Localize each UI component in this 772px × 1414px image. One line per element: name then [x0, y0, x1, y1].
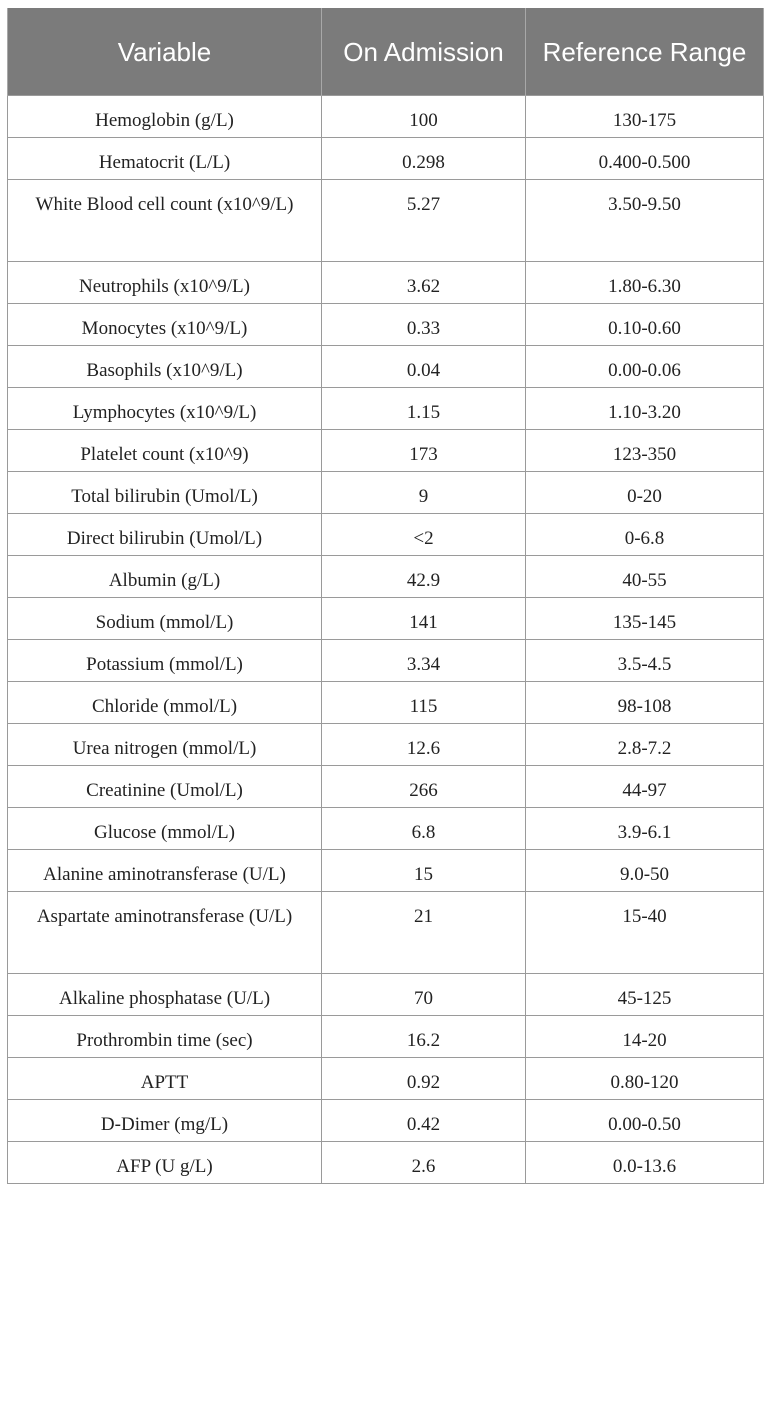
header-variable: Variable	[8, 8, 322, 96]
cell-reference-range: 1.80-6.30	[526, 262, 764, 304]
cell-on-admission: 12.6	[322, 724, 526, 766]
cell-on-admission: 6.8	[322, 808, 526, 850]
cell-variable: D-Dimer (mg/L)	[8, 1100, 322, 1142]
table-row	[8, 598, 764, 640]
cell-variable: Urea nitrogen (mmol/L)	[8, 724, 322, 766]
cell-reference-range: 0-20	[526, 472, 764, 514]
cell-variable: Chloride (mmol/L)	[8, 682, 322, 724]
cell-on-admission: 0.298	[322, 138, 526, 180]
cell-on-admission: 0.92	[322, 1058, 526, 1100]
table-row	[8, 304, 764, 346]
cell-reference-range: 0-6.8	[526, 514, 764, 556]
cell-on-admission: 100	[322, 96, 526, 138]
table-row	[8, 1016, 764, 1058]
cell-on-admission: 173	[322, 430, 526, 472]
table-row	[8, 96, 764, 138]
cell-reference-range: 98-108	[526, 682, 764, 724]
cell-variable: Basophils (x10^9/L)	[8, 346, 322, 388]
cell-reference-range: 0.00-0.06	[526, 346, 764, 388]
cell-reference-range: 123-350	[526, 430, 764, 472]
cell-variable: Alkaline phosphatase (U/L)	[8, 974, 322, 1016]
table-row	[8, 682, 764, 724]
cell-on-admission: 115	[322, 682, 526, 724]
cell-variable: Platelet count (x10^9)	[8, 430, 322, 472]
cell-variable: Direct bilirubin (Umol/L)	[8, 514, 322, 556]
cell-variable: Alanine aminotransferase (U/L)	[8, 850, 322, 892]
cell-on-admission: 42.9	[322, 556, 526, 598]
table-row	[8, 514, 764, 556]
cell-on-admission: 266	[322, 766, 526, 808]
cell-reference-range: 0.80-120	[526, 1058, 764, 1100]
cell-on-admission: 3.34	[322, 640, 526, 682]
table-row	[8, 892, 764, 974]
header-row	[8, 8, 764, 96]
cell-on-admission: 70	[322, 974, 526, 1016]
cell-reference-range: 45-125	[526, 974, 764, 1016]
cell-variable: AFP (U g/L)	[8, 1142, 322, 1184]
table-row	[8, 1058, 764, 1100]
cell-reference-range: 0.00-0.50	[526, 1100, 764, 1142]
table-row	[8, 430, 764, 472]
cell-reference-range: 135-145	[526, 598, 764, 640]
cell-reference-range: 1.10-3.20	[526, 388, 764, 430]
cell-reference-range: 2.8-7.2	[526, 724, 764, 766]
cell-on-admission: 21	[322, 892, 526, 974]
cell-on-admission: 0.42	[322, 1100, 526, 1142]
cell-variable: Potassium (mmol/L)	[8, 640, 322, 682]
cell-variable: Monocytes (x10^9/L)	[8, 304, 322, 346]
cell-variable: Total bilirubin (Umol/L)	[8, 472, 322, 514]
cell-variable: Hemoglobin (g/L)	[8, 96, 322, 138]
cell-on-admission: <2	[322, 514, 526, 556]
table-row	[8, 138, 764, 180]
cell-variable: Hematocrit (L/L)	[8, 138, 322, 180]
header-on-admission: On Admission	[322, 8, 526, 96]
cell-on-admission: 5.27	[322, 180, 526, 262]
cell-reference-range: 14-20	[526, 1016, 764, 1058]
cell-variable: Prothrombin time (sec)	[8, 1016, 322, 1058]
cell-reference-range: 3.50-9.50	[526, 180, 764, 262]
cell-variable: Creatinine (Umol/L)	[8, 766, 322, 808]
cell-reference-range: 9.0-50	[526, 850, 764, 892]
lab-results-table	[7, 8, 764, 1184]
cell-on-admission: 16.2	[322, 1016, 526, 1058]
cell-reference-range: 3.9-6.1	[526, 808, 764, 850]
cell-reference-range: 0.10-0.60	[526, 304, 764, 346]
table-row	[8, 766, 764, 808]
table-row	[8, 180, 764, 262]
cell-on-admission: 2.6	[322, 1142, 526, 1184]
header-reference-range: Reference Range	[526, 8, 764, 96]
table-row	[8, 640, 764, 682]
cell-on-admission: 0.33	[322, 304, 526, 346]
table-row	[8, 346, 764, 388]
table-row	[8, 1100, 764, 1142]
cell-variable: Neutrophils (x10^9/L)	[8, 262, 322, 304]
table-row	[8, 1142, 764, 1184]
cell-variable: Sodium (mmol/L)	[8, 598, 322, 640]
table-row	[8, 724, 764, 766]
cell-reference-range: 15-40	[526, 892, 764, 974]
table-row	[8, 388, 764, 430]
table-row	[8, 808, 764, 850]
cell-variable: Albumin (g/L)	[8, 556, 322, 598]
cell-on-admission: 3.62	[322, 262, 526, 304]
table-row	[8, 556, 764, 598]
cell-variable: Aspartate aminotransferase (U/L)	[8, 892, 322, 974]
cell-variable: White Blood cell count (x10^9/L)	[8, 180, 322, 262]
cell-on-admission: 15	[322, 850, 526, 892]
cell-reference-range: 0.400-0.500	[526, 138, 764, 180]
table-row	[8, 262, 764, 304]
cell-reference-range: 40-55	[526, 556, 764, 598]
cell-reference-range: 0.0-13.6	[526, 1142, 764, 1184]
cell-reference-range: 44-97	[526, 766, 764, 808]
cell-variable: Glucose (mmol/L)	[8, 808, 322, 850]
cell-reference-range: 3.5-4.5	[526, 640, 764, 682]
cell-on-admission: 9	[322, 472, 526, 514]
cell-on-admission: 141	[322, 598, 526, 640]
cell-reference-range: 130-175	[526, 96, 764, 138]
cell-on-admission: 1.15	[322, 388, 526, 430]
table-row	[8, 974, 764, 1016]
table-row	[8, 472, 764, 514]
cell-variable: Lymphocytes (x10^9/L)	[8, 388, 322, 430]
table-row	[8, 850, 764, 892]
cell-variable: APTT	[8, 1058, 322, 1100]
cell-on-admission: 0.04	[322, 346, 526, 388]
lab-results-table-container	[7, 8, 763, 1184]
